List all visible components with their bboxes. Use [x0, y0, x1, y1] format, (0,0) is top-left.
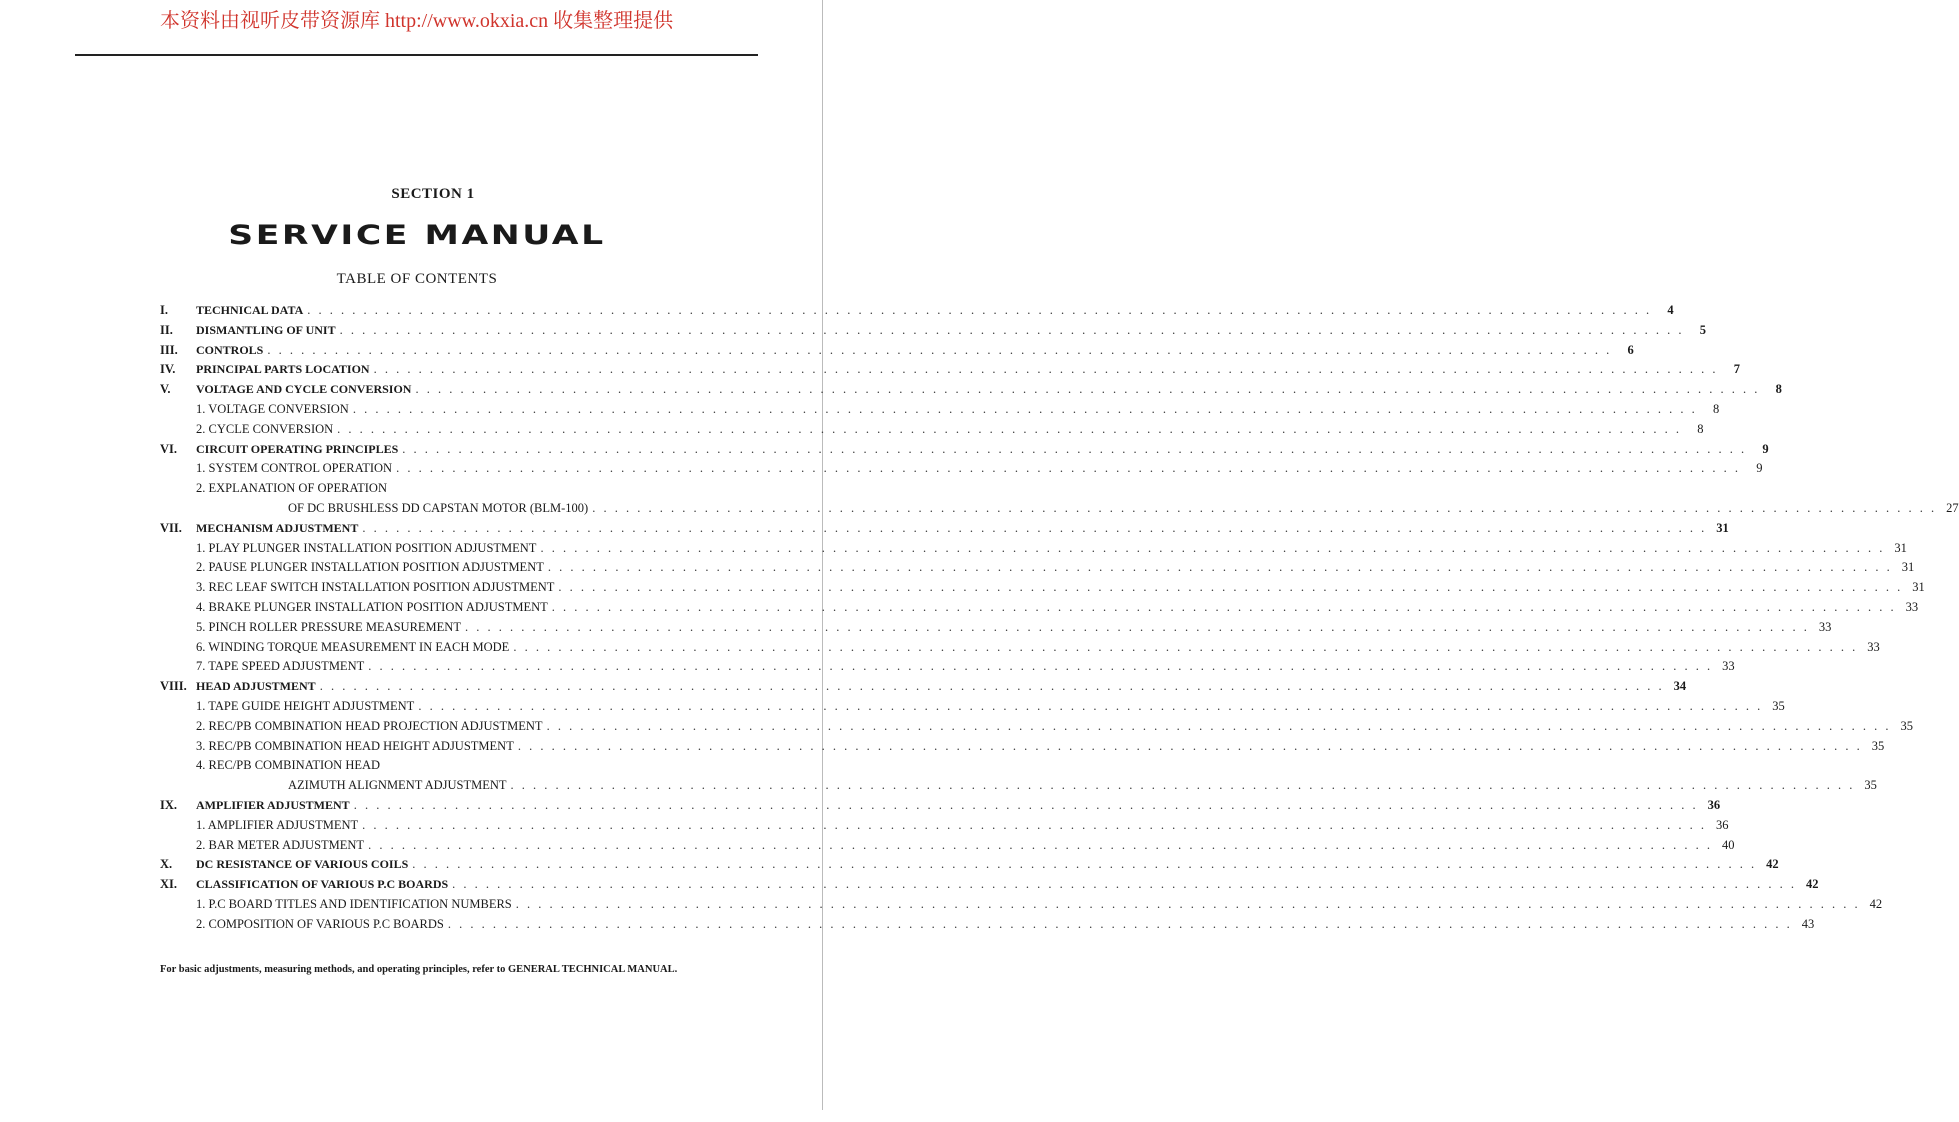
- toc-page-number: 35: [1864, 778, 1877, 793]
- toc-page-number: 27: [1946, 500, 1959, 515]
- toc-page-number: 34: [1673, 679, 1687, 694]
- toc-dot-leader: . . . . . . . . . . . . . . . . . . . . . . . . . . . . . . . . . . . . . . . . . . . . . . . . . . . . . . . . . . . . . . . . . . . . . . . . . . . . . . . . . . . . . . . . . . . . . . . . . . . . . . . . . . . . . . . . . . . . . . . .: [513, 639, 1858, 654]
- toc-subsection-row: [160, 421, 1704, 442]
- toc-page-number: 36: [1716, 817, 1729, 832]
- toc-dot-leader: . . . . . . . . . . . . . . . . . . . . . . . . . . . . . . . . . . . . . . . . . . . . . . . . . . . . . . . . . . . . . . . . . . . . . . . . . . . . . . . . . . . . . . . . . . . . . . . . . . . . . . . . . . . . . . . . . . . . . . . .: [373, 362, 1718, 377]
- toc-subsection-row: [160, 758, 674, 778]
- toc-subsection-row: [160, 401, 1720, 422]
- toc-page-number: 31: [1894, 540, 1907, 555]
- toc-section-number: IX.: [160, 797, 178, 812]
- toc-subsection-row: [160, 698, 1785, 719]
- toc-page-number: 40: [1721, 837, 1735, 852]
- toc-dot-leader: . . . . . . . . . . . . . . . . . . . . . . . . . . . . . . . . . . . . . . . . . . . . . . . . . . . . . . . . . . . . . . . . . . . . . . . . . . . . . . . . . . . . . . . . . . . . . . . . . . . . . . . . . . . . . . . . . . . . . . . .: [447, 916, 1793, 931]
- toc-subsection-row: [160, 599, 1919, 620]
- toc-page-number: 8: [1712, 401, 1720, 416]
- toc-entry-title: 5. PINCH ROLLER PRESSURE MEASUREMENT: [196, 619, 461, 634]
- toc-section-number: III.: [160, 342, 178, 357]
- toc-dot-leader: . . . . . . . . . . . . . . . . . . . . . . . . . . . . . . . . . . . . . . . . . . . . . . . . . . . . . . . . . . . . . . . . . . . . . . . . . . . . . . . . . . . . . . . . . . . . . . . . . . . . . . . . . . . . . . . . . . . . . . . .: [352, 401, 1698, 416]
- toc-dot-leader: . . . . . . . . . . . . . . . . . . . . . . . . . . . . . . . . . . . . . . . . . . . . . . . . . . . . . . . . . . . . . . . . . . . . . . . . . . . . . . . . . . . . . . . . . . . . . . . . . . . . . . . . . . . . . . . . . . . . . . . .: [547, 560, 1893, 575]
- toc-section-row: [160, 857, 1779, 877]
- toc-page-number: 8: [1775, 382, 1782, 397]
- toc-section-row: [160, 797, 1721, 818]
- toc-section-row: [160, 679, 1687, 699]
- toc-subsection-row: [160, 639, 1880, 660]
- toc-page-number: 43: [1801, 916, 1815, 931]
- toc-entry-title: 2. EXPLANATION OF OPERATION: [196, 481, 387, 496]
- toc-dot-leader: . . . . . . . . . . . . . . . . . . . . . . . . . . . . . . . . . . . . . . . . . . . . . . . . . . . . . . . . . . . . . . . . . . . . . . . . . . . . . . . . . . . . . . . . . . . . . . . . . . . . . . . . . . . . . . . . . . . . . . . .: [592, 500, 1937, 515]
- toc-entry-title: 1. P.C BOARD TITLES AND IDENTIFICATION NUMBERS: [196, 896, 512, 911]
- toc-page-number: 35: [1871, 738, 1885, 753]
- toc-dot-leader: . . . . . . . . . . . . . . . . . . . . . . . . . . . . . . . . . . . . . . . . . . . . . . . . . . . . . . . . . . . . . . . . . . . . . . . . . . . . . . . . . . . . . . . . . . . . . . . . . . . . . . . . . . . . . . . . . . . . . . . .: [412, 857, 1757, 872]
- toc-subsection-row: [160, 817, 1729, 838]
- toc-page-number: 9: [1762, 441, 1769, 456]
- toc-dot-leader: . . . . . . . . . . . . . . . . . . . . . . . . . . . . . . . . . . . . . . . . . . . . . . . . . . . . . . . . . . . . . . . . . . . . . . . . . . . . . . . . . . . . . . . . . . . . . . . . . . . . . . . . . . . . . . . . . . . . . . . .: [267, 342, 1612, 357]
- toc-subsection-row: [160, 580, 1925, 600]
- toc-page-number: 35: [1900, 718, 1913, 733]
- toc-entry-title: CONTROLS: [196, 342, 264, 357]
- toc-page-number: 31: [1912, 580, 1925, 595]
- toc-entry-title: 2. BAR METER ADJUSTMENT: [196, 837, 365, 852]
- toc-dot-leader: . . . . . . . . . . . . . . . . . . . . . . . . . . . . . . . . . . . . . . . . . . . . . . . . . . . . . . . . . . . . . . . . . . . . . . . . . . . . . . . . . . . . . . . . . . . . . . . . . . . . . . . . . . . . . . . . . . . . . . . .: [452, 877, 1797, 892]
- toc-dot-leader: . . . . . . . . . . . . . . . . . . . . . . . . . . . . . . . . . . . . . . . . . . . . . . . . . . . . . . . . . . . . . . . . . . . . . . . . . . . . . . . . . . . . . . . . . . . . . . . . . . . . . . . . . . . . . . . . . . . . . . . .: [540, 540, 1885, 555]
- toc-subsection-row: [160, 738, 1885, 759]
- watermark-banner: 本资料由视听皮带资源库 http://www.okxia.cn 收集整理提供: [160, 10, 674, 32]
- toc-subsection-row: [160, 837, 1735, 858]
- toc-section-row: [160, 342, 1634, 363]
- toc-dot-leader: . . . . . . . . . . . . . . . . . . . . . . . . . . . . . . . . . . . . . . . . . . . . . . . . . . . . . . . . . . . . . . . . . . . . . . . . . . . . . . . . . . . . . . . . . . . . . . . . . . . . . . . . . . . . . . . . . . . . . . . .: [418, 698, 1763, 713]
- section-label: SECTION 1: [391, 186, 475, 202]
- toc-section-number: II.: [160, 322, 173, 337]
- toc-dot-leader: . . . . . . . . . . . . . . . . . . . . . . . . . . . . . . . . . . . . . . . . . . . . . . . . . . . . . . . . . . . . . . . . . . . . . . . . . . . . . . . . . . . . . . . . . . . . . . . . . . . . . . . . . . . . . . . . . . . . . . . .: [368, 837, 1713, 852]
- toc-dot-leader: . . . . . . . . . . . . . . . . . . . . . . . . . . . . . . . . . . . . . . . . . . . . . . . . . . . . . . . . . . . . . . . . . . . . . . . . . . . . . . . . . . . . . . . . . . . . . . . . . . . . . . . . . . . . . . . . . . . . . . . .: [337, 421, 1682, 436]
- toc-dot-leader: . . . . . . . . . . . . . . . . . . . . . . . . . . . . . . . . . . . . . . . . . . . . . . . . . . . . . . . . . . . . . . . . . . . . . . . . . . . . . . . . . . . . . . . . . . . . . . . . . . . . . . . . . . . . . . . . . . . . . . . .: [546, 718, 1891, 733]
- toc-page-number: 33: [1867, 639, 1880, 654]
- toc-entry-title: HEAD ADJUSTMENT: [196, 679, 316, 694]
- page-title: SERVICE MANUAL: [228, 220, 606, 251]
- toc-section-number: VII.: [160, 520, 182, 535]
- toc-entry-title: MECHANISM ADJUSTMENT: [196, 520, 359, 535]
- toc-entry-title: 2. REC/PB COMBINATION HEAD PROJECTION ADJUSTMENT: [196, 718, 543, 733]
- toc-entry-title: 2. PAUSE PLUNGER INSTALLATION POSITION ADJUSTMENT: [196, 560, 544, 575]
- toc-dot-leader: . . . . . . . . . . . . . . . . . . . . . . . . . . . . . . . . . . . . . . . . . . . . . . . . . . . . . . . . . . . . . . . . . . . . . . . . . . . . . . . . . . . . . . . . . . . . . . . . . . . . . . . . . . . . . . . . . . . . . . . .: [362, 817, 1707, 832]
- toc-dot-leader: . . . . . . . . . . . . . . . . . . . . . . . . . . . . . . . . . . . . . . . . . . . . . . . . . . . . . . . . . . . . . . . . . . . . . . . . . . . . . . . . . . . . . . . . . . . . . . . . . . . . . . . . . . . . . . . . . . . . . . . .: [362, 520, 1707, 535]
- toc-entry-title: 7. TAPE SPEED ADJUSTMENT: [196, 659, 365, 674]
- toc-subsection-row: [160, 896, 1883, 917]
- header-rule: [75, 54, 758, 56]
- toc-entry-title: DC RESISTANCE OF VARIOUS COILS: [196, 857, 409, 872]
- toc-dot-leader: . . . . . . . . . . . . . . . . . . . . . . . . . . . . . . . . . . . . . . . . . . . . . . . . . . . . . . . . . . . . . . . . . . . . . . . . . . . . . . . . . . . . . . . . . . . . . . . . . . . . . . . . . . . . . . . . . . . . . . . .: [415, 382, 1760, 397]
- toc-entry-title: OF DC BRUSHLESS DD CAPSTAN MOTOR (BLM-100): [288, 500, 589, 515]
- toc-page-number: 8: [1697, 421, 1704, 436]
- toc-section-row: [160, 303, 1674, 323]
- toc-entry-title: 1. TAPE GUIDE HEIGHT ADJUSTMENT: [196, 698, 415, 713]
- toc-dot-leader: . . . . . . . . . . . . . . . . . . . . . . . . . . . . . . . . . . . . . . . . . . . . . . . . . . . . . . . . . . . . . . . . . . . . . . . . . . . . . . . . . . . . . . . . . . . . . . . . . . . . . . . . . . . . . . . . . . . . . . . .: [319, 679, 1665, 694]
- toc-page-number: 6: [1627, 342, 1634, 357]
- toc-entry-title: CLASSIFICATION OF VARIOUS P.C BOARDS: [196, 877, 449, 892]
- toc-entry-title: CIRCUIT OPERATING PRINCIPLES: [196, 441, 399, 456]
- table-of-contents: [160, 303, 1959, 937]
- toc-section-number: IV.: [160, 362, 176, 377]
- toc-section-row: [160, 382, 1782, 402]
- toc-dot-leader: . . . . . . . . . . . . . . . . . . . . . . . . . . . . . . . . . . . . . . . . . . . . . . . . . . . . . . . . . . . . . . . . . . . . . . . . . . . . . . . . . . . . . . . . . . . . . . . . . . . . . . . . . . . . . . . . . . . . . . . .: [353, 797, 1699, 812]
- toc-dot-leader: . . . . . . . . . . . . . . . . . . . . . . . . . . . . . . . . . . . . . . . . . . . . . . . . . . . . . . . . . . . . . . . . . . . . . . . . . . . . . . . . . . . . . . . . . . . . . . . . . . . . . . . . . . . . . . . . . . . . . . . .: [464, 619, 1810, 634]
- toc-entry-title: 3. REC/PB COMBINATION HEAD HEIGHT ADJUSTMENT: [196, 738, 514, 753]
- toc-dot-leader: . . . . . . . . . . . . . . . . . . . . . . . . . . . . . . . . . . . . . . . . . . . . . . . . . . . . . . . . . . . . . . . . . . . . . . . . . . . . . . . . . . . . . . . . . . . . . . . . . . . . . . . . . . . . . . . . . . . . . . . .: [515, 896, 1861, 911]
- toc-dot-leader: . . . . . . . . . . . . . . . . . . . . . . . . . . . . . . . . . . . . . . . . . . . . . . . . . . . . . . . . . . . . . . . . . . . . . . . . . . . . . . . . . . . . . . . . . . . . . . . . . . . . . . . . . . . . . . . . . . . . . . . .: [558, 580, 1903, 595]
- toc-page-number: 9: [1756, 461, 1763, 476]
- toc-entry-title: VOLTAGE AND CYCLE CONVERSION: [196, 382, 412, 397]
- toc-section-row: [160, 877, 1819, 897]
- toc-page-number: 42: [1806, 877, 1819, 892]
- toc-subsection-row: [160, 916, 1815, 937]
- toc-page-number: 7: [1733, 362, 1740, 377]
- toc-entry-title: 1. VOLTAGE CONVERSION: [196, 401, 349, 416]
- toc-section-row: [160, 441, 1769, 462]
- toc-entry-title: 1. PLAY PLUNGER INSTALLATION POSITION ADJUSTMENT: [196, 540, 537, 555]
- toc-page-number: 31: [1901, 560, 1915, 575]
- toc-section-number: X.: [160, 857, 173, 872]
- toc-entry-title: AZIMUTH ALIGNMENT ADJUSTMENT: [288, 778, 507, 793]
- toc-page-number: 36: [1707, 797, 1721, 812]
- toc-dot-leader: . . . . . . . . . . . . . . . . . . . . . . . . . . . . . . . . . . . . . . . . . . . . . . . . . . . . . . . . . . . . . . . . . . . . . . . . . . . . . . . . . . . . . . . . . . . . . . . . . . . . . . . . . . . . . . . . . . . . . . . .: [551, 599, 1897, 614]
- toc-dot-leader: . . . . . . . . . . . . . . . . . . . . . . . . . . . . . . . . . . . . . . . . . . . . . . . . . . . . . . . . . . . . . . . . . . . . . . . . . . . . . . . . . . . . . . . . . . . . . . . . . . . . . . . . . . . . . . . . . . . . . . . .: [517, 738, 1863, 753]
- toc-section-number: VIII.: [160, 679, 187, 694]
- toc-section-row: [160, 520, 1729, 541]
- toc-section-row: [160, 362, 1740, 382]
- toc-subsection-row: [160, 560, 1915, 580]
- toc-subsection-row: [160, 500, 1959, 521]
- toc-section-number: XI.: [160, 877, 178, 892]
- toc-subsection-row: [160, 481, 674, 501]
- toc-entry-title: 3. REC LEAF SWITCH INSTALLATION POSITION ADJUSTMENT: [196, 580, 555, 595]
- toc-page-number: 42: [1869, 896, 1883, 911]
- toc-page-number: 33: [1722, 659, 1735, 674]
- toc-dot-leader: . . . . . . . . . . . . . . . . . . . . . . . . . . . . . . . . . . . . . . . . . . . . . . . . . . . . . . . . . . . . . . . . . . . . . . . . . . . . . . . . . . . . . . . . . . . . . . . . . . . . . . . . . . . . . . . . . . . . . . . .: [396, 461, 1741, 476]
- toc-entry-title: 2. COMPOSITION OF VARIOUS P.C BOARDS: [196, 916, 444, 931]
- toc-entry-title: 2. CYCLE CONVERSION: [196, 421, 334, 436]
- toc-section-row: [160, 322, 1706, 343]
- toc-dot-leader: . . . . . . . . . . . . . . . . . . . . . . . . . . . . . . . . . . . . . . . . . . . . . . . . . . . . . . . . . . . . . . . . . . . . . . . . . . . . . . . . . . . . . . . . . . . . . . . . . . . . . . . . . . . . . . . . . . . . . . . .: [368, 659, 1713, 674]
- toc-dot-leader: . . . . . . . . . . . . . . . . . . . . . . . . . . . . . . . . . . . . . . . . . . . . . . . . . . . . . . . . . . . . . . . . . . . . . . . . . . . . . . . . . . . . . . . . . . . . . . . . . . . . . . . . . . . . . . . . . . . . . . . .: [307, 303, 1652, 317]
- toc-page-number: 42: [1766, 857, 1779, 872]
- toc-entry-title: 1. AMPLIFIER ADJUSTMENT: [196, 817, 359, 832]
- toc-section-number: VI.: [160, 441, 178, 456]
- toc-subsection-row: [160, 619, 1832, 640]
- toc-page-number: 35: [1772, 698, 1785, 713]
- toc-subsection-row: [160, 659, 1735, 679]
- toc-dot-leader: . . . . . . . . . . . . . . . . . . . . . . . . . . . . . . . . . . . . . . . . . . . . . . . . . . . . . . . . . . . . . . . . . . . . . . . . . . . . . . . . . . . . . . . . . . . . . . . . . . . . . . . . . . . . . . . . . . . . . . . .: [402, 441, 1747, 456]
- toc-page-number: 33: [1905, 599, 1919, 614]
- toc-subsection-row: [160, 718, 1913, 739]
- toc-entry-title: 4. BRAKE PLUNGER INSTALLATION POSITION ADJUSTMENT: [196, 599, 548, 614]
- toc-entry-title: TECHNICAL DATA: [196, 303, 304, 317]
- toc-dot-leader: . . . . . . . . . . . . . . . . . . . . . . . . . . . . . . . . . . . . . . . . . . . . . . . . . . . . . . . . . . . . . . . . . . . . . . . . . . . . . . . . . . . . . . . . . . . . . . . . . . . . . . . . . . . . . . . . . . . . . . . .: [339, 322, 1684, 337]
- toc-heading: TABLE OF CONTENTS: [336, 271, 498, 287]
- toc-dot-leader: . . . . . . . . . . . . . . . . . . . . . . . . . . . . . . . . . . . . . . . . . . . . . . . . . . . . . . . . . . . . . . . . . . . . . . . . . . . . . . . . . . . . . . . . . . . . . . . . . . . . . . . . . . . . . . . . . . . . . . . .: [510, 778, 1855, 793]
- toc-subsection-row: [160, 540, 1907, 561]
- toc-page-number: 31: [1716, 520, 1729, 535]
- toc-entry-title: PRINCIPAL PARTS LOCATION: [196, 362, 370, 377]
- toc-section-number: V.: [160, 382, 171, 397]
- toc-page-number: 4: [1667, 303, 1674, 317]
- toc-entry-title: 4. REC/PB COMBINATION HEAD: [196, 758, 381, 773]
- toc-page-number: 5: [1699, 322, 1706, 337]
- toc-page-number: 33: [1818, 619, 1832, 634]
- footnote: For basic adjustments, measuring methods, and operating principles, refer to GENERAL TECHNICAL MANUAL.: [160, 964, 678, 975]
- toc-subsection-row: [160, 778, 1877, 798]
- toc-entry-title: 6. WINDING TORQUE MEASUREMENT IN EACH MODE: [196, 639, 510, 654]
- toc-subsection-row: [160, 461, 1763, 481]
- toc-entry-title: DISMANTLING OF UNIT: [196, 322, 336, 337]
- toc-section-number: I.: [160, 303, 168, 317]
- toc-entry-title: AMPLIFIER ADJUSTMENT: [196, 797, 350, 812]
- toc-entry-title: 1. SYSTEM CONTROL OPERATION: [196, 461, 393, 476]
